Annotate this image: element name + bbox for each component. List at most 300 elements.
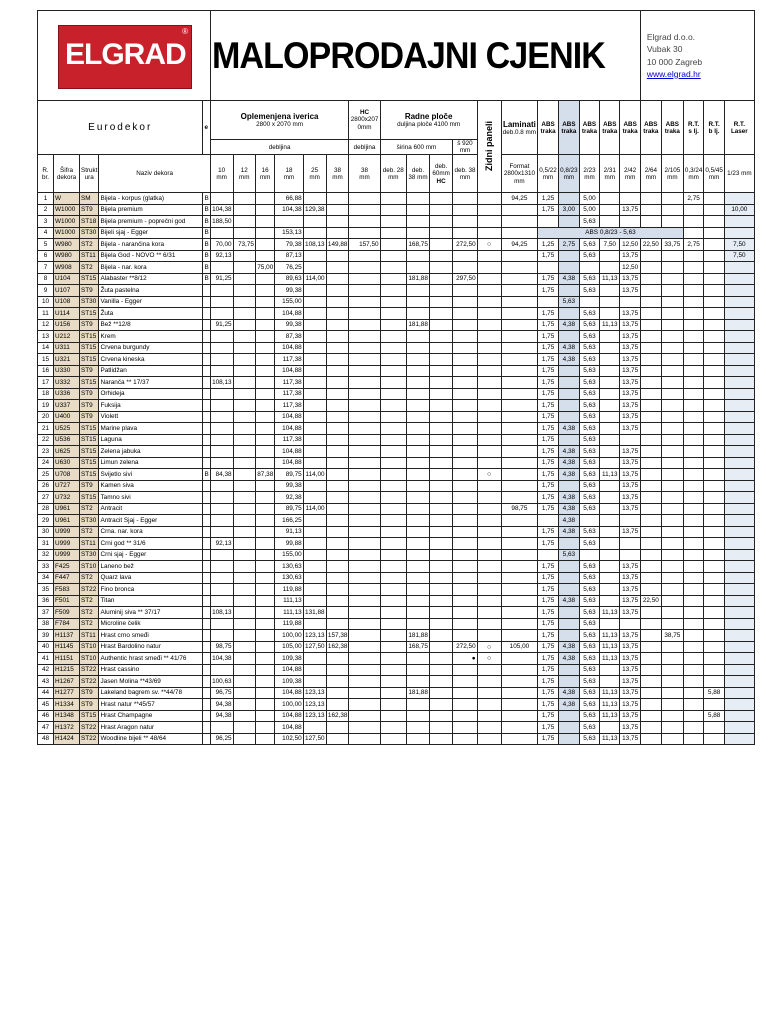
edge-band-price-a5 <box>620 538 640 550</box>
edge-band-price-a1: 1,75 <box>538 676 559 688</box>
price-r28 <box>380 193 406 205</box>
edge-band-price-a5: 13,75 <box>620 480 640 492</box>
edge-band-price-a3: 5,63 <box>579 630 599 642</box>
edge-band-price-t3 <box>724 319 754 331</box>
hc-unit: 0mm <box>357 123 372 131</box>
price-p25 <box>303 285 326 297</box>
price-p18: 99,88 <box>275 538 303 550</box>
structure-code: SM <box>80 193 99 205</box>
edge-band-price-t3 <box>724 285 754 297</box>
thickness-col-6 <box>326 155 349 193</box>
price-hc <box>349 457 380 469</box>
price-r38 <box>407 262 430 274</box>
structure-code: ST2 <box>80 607 99 619</box>
price-r60 <box>429 377 452 389</box>
price-hc: 157,50 <box>349 239 380 251</box>
price-r38b <box>453 377 477 389</box>
edge-band-size: 2/105 <box>664 166 681 174</box>
b-mark <box>203 664 210 676</box>
hc-header <box>349 101 380 140</box>
price-r60 <box>429 354 452 366</box>
edge-band-price-a4 <box>600 331 620 343</box>
structure-code: ST15 <box>80 469 99 481</box>
price-p38 <box>326 699 349 711</box>
decor-name: Lakeland bagrem sv. **44/78 <box>99 687 203 699</box>
edge-band-price-a6 <box>640 572 661 584</box>
price-p38 <box>326 492 349 504</box>
edge-band-price-t3 <box>724 308 754 320</box>
laminate-price: 94,25 <box>501 239 537 251</box>
edge-band-size: 2/31 <box>603 166 616 174</box>
edge-band-price-t1 <box>683 250 704 262</box>
edge-band-price-a1: 1,25 <box>538 239 559 251</box>
structure-code: ST9 <box>80 699 99 711</box>
price-r28 <box>380 342 406 354</box>
price-r38 <box>407 595 430 607</box>
decor-code: W1000 <box>54 204 80 216</box>
edge-band-price-a7 <box>661 561 683 573</box>
decor-code: U999 <box>54 538 80 550</box>
table-row <box>38 687 755 699</box>
price-r28 <box>380 687 406 699</box>
wall-panel-mark: ○ <box>477 469 501 481</box>
price-r28 <box>380 319 406 331</box>
edge-band-price-t2 <box>704 308 725 320</box>
price-p12 <box>233 285 255 297</box>
price-r28 <box>380 354 406 366</box>
table-row <box>38 457 755 469</box>
edge-band-price-t3 <box>724 538 754 550</box>
price-p18: 104,88 <box>275 457 303 469</box>
edge-band-price-t1 <box>683 273 704 285</box>
price-p18: 104,88 <box>275 365 303 377</box>
price-p38 <box>326 515 349 527</box>
decor-name: Narančа ** 17/37 <box>99 377 203 389</box>
edge-band-type: ABS <box>603 120 617 128</box>
edge-band-price-a2: 5,63 <box>558 296 579 308</box>
price-p25 <box>303 434 326 446</box>
edge-band-price-a1: 1,75 <box>538 434 559 446</box>
edge-band-price-a7 <box>661 411 683 423</box>
edge-band-price-a1: 1,75 <box>538 469 559 481</box>
edge-band-price-a6 <box>640 549 661 561</box>
edge-band-price-a2 <box>558 584 579 596</box>
edge-band-price-a5: 13,75 <box>620 423 640 435</box>
row-number: 17 <box>38 377 54 389</box>
wall-panel-mark <box>477 722 501 734</box>
price-r28 <box>380 480 406 492</box>
price-r60 <box>429 561 452 573</box>
edge-band-price-t1 <box>683 630 704 642</box>
edge-band-price-a1: 1,75 <box>538 687 559 699</box>
price-p16 <box>255 457 274 469</box>
edge-band-price-t2 <box>704 572 725 584</box>
price-p25: 114,00 <box>303 469 326 481</box>
format-size: 2800x1310 <box>503 170 535 178</box>
edge-band-price-a5: 13,75 <box>620 699 640 711</box>
price-r60 <box>429 572 452 584</box>
price-r28 <box>380 549 406 561</box>
edge-band-price-t2 <box>704 400 725 412</box>
decor-name: Marine plava <box>99 423 203 435</box>
edge-band-price-a5 <box>620 216 640 228</box>
b-mark <box>203 549 210 561</box>
price-hc <box>349 273 380 285</box>
laminate-price: 94,25 <box>501 193 537 205</box>
edge-band-price-a1: 1,75 <box>538 492 559 504</box>
edge-band-price-a5: 13,75 <box>620 204 640 216</box>
row-number: 10 <box>38 296 54 308</box>
edge-band-price-t3 <box>724 193 754 205</box>
price-p12 <box>233 538 255 550</box>
row-number: 2 <box>38 204 54 216</box>
edge-band-price-a7 <box>661 342 683 354</box>
edge-band-price-a3: 5,63 <box>579 434 599 446</box>
price-r38b <box>453 572 477 584</box>
price-p10 <box>210 480 233 492</box>
price-r28 <box>380 653 406 665</box>
edge-band-price-t1 <box>683 331 704 343</box>
decor-name: Crvena kineska <box>99 354 203 366</box>
edge-band-price-a7 <box>661 480 683 492</box>
structure-code: ST9 <box>80 687 99 699</box>
price-p38 <box>326 319 349 331</box>
laminate-price <box>501 227 537 239</box>
edge-band-price-t1 <box>683 469 704 481</box>
price-p16 <box>255 446 274 458</box>
edge-band-price-t3: 7,50 <box>724 250 754 262</box>
row-number: 42 <box>38 664 54 676</box>
decor-code: U999 <box>54 549 80 561</box>
edge-band-price-t2 <box>704 549 725 561</box>
table-row <box>38 227 755 239</box>
price-p38 <box>326 733 349 745</box>
thickness-value: deb. <box>411 166 425 174</box>
edge-band-price-a1: 1,75 <box>538 342 559 354</box>
price-p10 <box>210 630 233 642</box>
structure-code: ST22 <box>80 733 99 745</box>
laminate-price <box>501 607 537 619</box>
edge-band-price-t1 <box>683 561 704 573</box>
price-p12 <box>233 262 255 274</box>
wall-panel-mark <box>477 308 501 320</box>
decor-name: Bijela God - NOVO ** 6/31 <box>99 250 203 262</box>
edge-band-price-a4 <box>600 595 620 607</box>
edge-band-price-t1 <box>683 204 704 216</box>
thickness-unit: HC <box>436 177 446 185</box>
edge-band-price-a3: 5,63 <box>579 319 599 331</box>
laminate-price <box>501 331 537 343</box>
edge-band-price-t1 <box>683 342 704 354</box>
structure-code: ST18 <box>80 216 99 228</box>
row-number: 8 <box>38 273 54 285</box>
edge-band-price-a3: 5,63 <box>579 653 599 665</box>
edge-band-price-t2 <box>704 699 725 711</box>
edge-band-price-a1: 1,75 <box>538 699 559 711</box>
edge-band-price-a4 <box>600 457 620 469</box>
price-p38 <box>326 538 349 550</box>
structure-code: ST15 <box>80 377 99 389</box>
edge-band-price-a6 <box>640 250 661 262</box>
edge-band-price-a3: 5,63 <box>579 733 599 745</box>
b-mark: B <box>203 273 210 285</box>
decor-name: Žuta <box>99 308 203 320</box>
edge-band-header-7 <box>661 101 683 155</box>
edge-band-price-a2 <box>558 710 579 722</box>
price-r38b <box>453 584 477 596</box>
decor-name: Antracit <box>99 503 203 515</box>
edge-band-price-t2: 5,88 <box>704 687 725 699</box>
price-r38b <box>453 618 477 630</box>
laminate-price <box>501 618 537 630</box>
price-p10: 96,75 <box>210 687 233 699</box>
edge-band-price-t3 <box>724 664 754 676</box>
edge-band-price-a6 <box>640 285 661 297</box>
table-row <box>38 561 755 573</box>
edge-band-price-t3 <box>724 227 754 239</box>
price-r60 <box>429 676 452 688</box>
price-p16 <box>255 572 274 584</box>
price-r38b <box>453 331 477 343</box>
price-r60 <box>429 503 452 515</box>
price-r38b <box>453 687 477 699</box>
table-row <box>38 664 755 676</box>
edge-band-price-a1: 1,75 <box>538 446 559 458</box>
price-p18: 117,38 <box>275 354 303 366</box>
table-row <box>38 618 755 630</box>
edge-band-price-t1 <box>683 699 704 711</box>
edge-band-price-t3 <box>724 365 754 377</box>
price-hc <box>349 549 380 561</box>
price-p16 <box>255 561 274 573</box>
decor-name: Orhideja <box>99 388 203 400</box>
edge-band-price-a1: 1,75 <box>538 457 559 469</box>
edge-band-price-a2 <box>558 331 579 343</box>
price-p12 <box>233 273 255 285</box>
price-r38 <box>407 285 430 297</box>
price-p25 <box>303 676 326 688</box>
price-r38b <box>453 699 477 711</box>
price-r28 <box>380 492 406 504</box>
edge-band-price-a2 <box>558 400 579 412</box>
price-r38 <box>407 388 430 400</box>
price-r38 <box>407 733 430 745</box>
price-p38 <box>326 572 349 584</box>
laminate-price <box>501 400 537 412</box>
edge-band-price-a2 <box>558 630 579 642</box>
price-p25 <box>303 308 326 320</box>
price-p38 <box>326 227 349 239</box>
edge-band-type: R.T. <box>708 120 720 128</box>
edge-band-price-t1 <box>683 434 704 446</box>
edge-band-price-a3: 5,63 <box>579 308 599 320</box>
edge-band-price-a1: 1,75 <box>538 411 559 423</box>
price-p18: 99,38 <box>275 285 303 297</box>
edge-band-price-a6 <box>640 538 661 550</box>
price-r38b: ● <box>453 653 477 665</box>
price-p38: 157,38 <box>326 630 349 642</box>
laminate-price <box>501 722 537 734</box>
edge-band-price-t2 <box>704 250 725 262</box>
edge-band-price-a5: 13,75 <box>620 446 640 458</box>
edge-band-price-a2 <box>558 561 579 573</box>
price-p25 <box>303 365 326 377</box>
laminate-price <box>501 676 537 688</box>
decor-name: Woodline bijeli ** 48/64 <box>99 733 203 745</box>
decor-code: H1137 <box>54 630 80 642</box>
price-p10 <box>210 664 233 676</box>
price-p38 <box>326 204 349 216</box>
laminate-price <box>501 561 537 573</box>
price-r28 <box>380 710 406 722</box>
edge-band-price-a7 <box>661 710 683 722</box>
laminati-thickness: deb.0.8 mm <box>502 128 537 136</box>
edge-band-price-t3 <box>724 411 754 423</box>
price-p38 <box>326 457 349 469</box>
price-r38b <box>453 607 477 619</box>
price-r38: 168,75 <box>407 641 430 653</box>
laminate-price <box>501 664 537 676</box>
edge-band-price-a1: 1,75 <box>538 595 559 607</box>
edge-band-price-a2: 4,38 <box>558 699 579 711</box>
wall-panel-mark <box>477 193 501 205</box>
laminate-price <box>501 733 537 745</box>
price-p38 <box>326 342 349 354</box>
decor-name: Antracit Sjaj - Egger <box>99 515 203 527</box>
laminate-price <box>501 342 537 354</box>
hc-title: HC <box>359 109 370 117</box>
decor-name: Zelena jabuka <box>99 446 203 458</box>
price-p38 <box>326 595 349 607</box>
edge-band-price-a2: 4,38 <box>558 492 579 504</box>
edge-band-price-t2 <box>704 664 725 676</box>
laminate-price <box>501 308 537 320</box>
logo-cell <box>38 11 211 101</box>
price-r60 <box>429 687 452 699</box>
edge-band-price-a5: 13,75 <box>620 630 640 642</box>
edge-band-price-t3 <box>724 699 754 711</box>
decor-code: H1145 <box>54 641 80 653</box>
price-p25: 123,13 <box>303 630 326 642</box>
price-p12 <box>233 227 255 239</box>
edge-band-price-a5: 13,75 <box>620 411 640 423</box>
edge-band-size: 0,5/45 <box>705 166 723 174</box>
laminate-price <box>501 653 537 665</box>
edge-band-price-a6 <box>640 273 661 285</box>
edge-band-price-a6: 22,50 <box>640 239 661 251</box>
price-hc <box>349 411 380 423</box>
edge-band-price-a5: 13,75 <box>620 710 640 722</box>
decor-name: Bijela premium - poprečni god <box>99 216 203 228</box>
price-p25 <box>303 331 326 343</box>
edge-band-price-a5: 13,75 <box>620 676 640 688</box>
price-r38 <box>407 331 430 343</box>
price-r38 <box>407 354 430 366</box>
edge-band-price-a6 <box>640 664 661 676</box>
thickness-col-1 <box>210 155 233 193</box>
row-number: 19 <box>38 400 54 412</box>
price-r38b <box>453 296 477 308</box>
edge-band-price-t2 <box>704 193 725 205</box>
wall-panel-mark <box>477 572 501 584</box>
price-p12 <box>233 526 255 538</box>
edge-band-price-a2: 4,38 <box>558 319 579 331</box>
price-r28 <box>380 308 406 320</box>
structure-code: ST11 <box>80 538 99 550</box>
edge-band-price-a2 <box>558 377 579 389</box>
edge-band-price-a3: 5,63 <box>579 699 599 711</box>
price-r38b <box>453 549 477 561</box>
company-city: 10 000 Zagreb <box>646 56 703 67</box>
price-p18: 117,38 <box>275 377 303 389</box>
laminate-price <box>501 584 537 596</box>
table-row <box>38 388 755 400</box>
price-p10: 92,13 <box>210 250 233 262</box>
decor-code: U321 <box>54 354 80 366</box>
decor-code: U107 <box>54 285 80 297</box>
price-r38b <box>453 526 477 538</box>
company-url-link[interactable]: www.elgrad.hr <box>646 68 701 79</box>
b-mark <box>203 733 210 745</box>
edge-band-price-a1: 1,75 <box>538 733 559 745</box>
edge-band-price-a6 <box>640 653 661 665</box>
price-r38b <box>453 503 477 515</box>
price-p10: 70,00 <box>210 239 233 251</box>
decor-name: Hrast cassino <box>99 664 203 676</box>
price-p25 <box>303 342 326 354</box>
edge-band-price-a6 <box>640 388 661 400</box>
b-mark <box>203 377 210 389</box>
price-r60 <box>429 607 452 619</box>
price-p18: 92,38 <box>275 492 303 504</box>
price-r38b <box>453 480 477 492</box>
price-p16 <box>255 676 274 688</box>
edge-band-price-t2 <box>704 262 725 274</box>
price-p16 <box>255 618 274 630</box>
b-mark <box>203 538 210 550</box>
thickness-unit: mm <box>388 173 399 181</box>
price-r60 <box>429 492 452 504</box>
price-p38 <box>326 549 349 561</box>
price-r38b <box>453 446 477 458</box>
price-p38 <box>326 561 349 573</box>
edge-band-price-t3 <box>724 273 754 285</box>
edge-band-header-10 <box>724 101 754 155</box>
price-p16 <box>255 227 274 239</box>
price-r38b <box>453 193 477 205</box>
edge-band-price-a4 <box>600 285 620 297</box>
decor-code: W980 <box>54 239 80 251</box>
edge-band-price-a7 <box>661 595 683 607</box>
price-p25 <box>303 515 326 527</box>
price-p25: 131,88 <box>303 607 326 619</box>
edge-band-price-t3 <box>724 388 754 400</box>
price-p18: 104,88 <box>275 687 303 699</box>
price-p12 <box>233 676 255 688</box>
price-p10 <box>210 457 233 469</box>
price-p25 <box>303 319 326 331</box>
edge-band-price-a2: 4,38 <box>558 503 579 515</box>
edge-band-size-2 <box>558 155 579 193</box>
price-r60 <box>429 331 452 343</box>
edge-band-price-a4 <box>600 434 620 446</box>
thickness-value: 12 <box>240 166 248 174</box>
price-r38b <box>453 733 477 745</box>
b-mark: B <box>203 193 210 205</box>
edge-band-price-a4 <box>600 538 620 550</box>
wall-panel-mark <box>477 377 501 389</box>
edge-band-price-t1 <box>683 480 704 492</box>
